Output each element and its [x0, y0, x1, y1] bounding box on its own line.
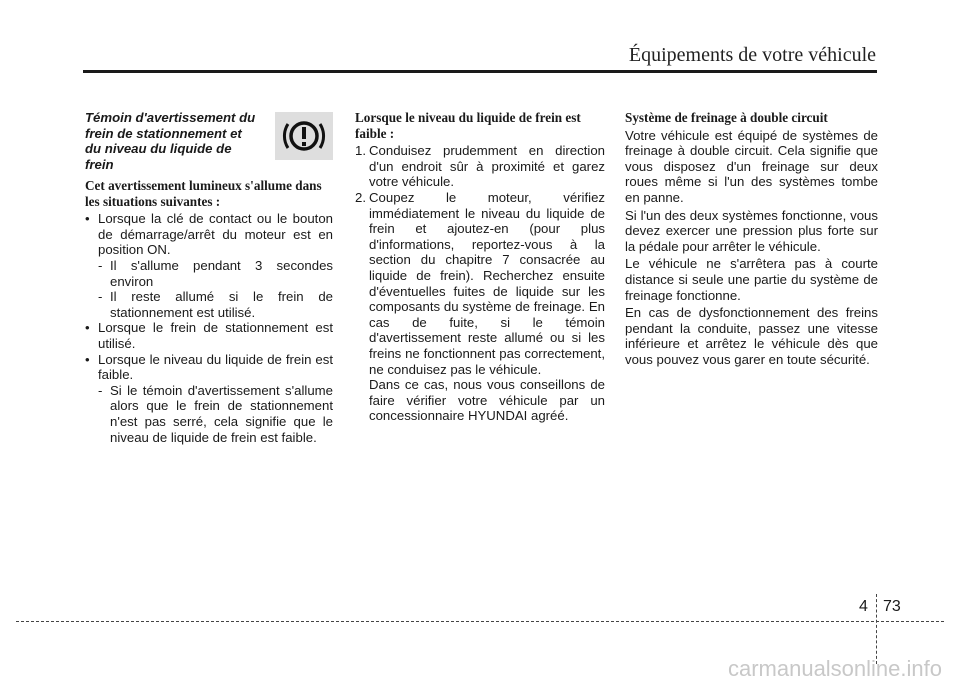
watermark: carmanualsonline.info [727, 656, 942, 681]
list-subitem: - Il s'allume pendant 3 secondes environ [85, 258, 333, 289]
chapter-number: 4 [859, 598, 868, 615]
header-rule [83, 70, 877, 73]
warning-intro: Cet avertissement lumineux s'allume dans les situations suivantes : [85, 178, 322, 209]
list-item: • Lorsque la clé de contact ou le bouton de démarrage/arrêt du moteur est en position ON. [85, 211, 333, 258]
footer-rule [16, 621, 944, 622]
section-heading: Lorsque le niveau du liquide de frein est faible : [355, 110, 581, 141]
footer-divider [876, 594, 877, 664]
paragraph: Dans ce cas, nous vous conseillons de faire vérifier votre véhicule par un concessionnaire HYUNDAI agréé. [369, 377, 605, 424]
column-1 [85, 110, 333, 445]
numbered-item: 1. Conduisez prudemment en direction d'un endroit sûr à proximité et garez votre véhicule. [355, 143, 605, 190]
column-3 [625, 110, 878, 370]
list-subitem: - Il reste allumé si le frein de stationnement est utilisé. [85, 289, 333, 320]
paragraph: Si l'un des deux systèmes fonctionne, vous devez exercer une pression plus forte sur la pédale pour arrêter le véhicule. [625, 207, 878, 254]
list-item: • Lorsque le niveau du liquide de frein est faible. [85, 352, 333, 383]
numbered-item: 2. Coupez le moteur, vérifiez immédiatement le niveau du liquide de frein et ajoutez-en (pour plus d'informations, reportez-vous à la section du chapitre 7 consacrée au liquide de frein). Recherchez ensuite d'éventuelles fuites de liquide sur les composants du système de freinage. En cas de fuite, si le témoin d'avertissement reste allumé ou si les freins ne fonctionnent pas correctement, ne conduisez pas le véhicule. [355, 189, 605, 377]
item-number: 2. [355, 189, 366, 205]
list-item: • Lorsque le frein de stationnement est utilisé. [85, 320, 333, 351]
item-number: 1. [355, 143, 366, 159]
column-2 [355, 110, 605, 424]
paragraph: Le véhicule ne s'arrêtera pas à courte distance si seule une partie du système de freinage fonctionne. [625, 256, 878, 303]
paragraph: Votre véhicule est équipé de systèmes de freinage à double circuit. Cela signifie que vous disposez d'un freinage sur deux roues même si l'un des systèmes tombe en panne. [625, 127, 878, 205]
paragraph: En cas de dysfonctionnement des freins pendant la conduite, passez une vitesse inférieure et arrêtez le véhicule dès que vous pouvez vous garer en toute sécurité. [625, 305, 878, 367]
warning-title: Témoin d'avertissement du frein de stationnement et du niveau du liquide de frein [85, 110, 256, 172]
page-number: 73 [883, 598, 901, 615]
list-subitem: - Si le témoin d'avertissement s'allume alors que le frein de stationnement n'est pas serré, cela signifie que le niveau de liquide de frein est faible. [85, 383, 333, 445]
page-header-title: Équipements de votre véhicule [628, 44, 876, 66]
section-heading: Système de freinage à double circuit [625, 110, 828, 125]
brake-warning-icon [275, 112, 333, 160]
